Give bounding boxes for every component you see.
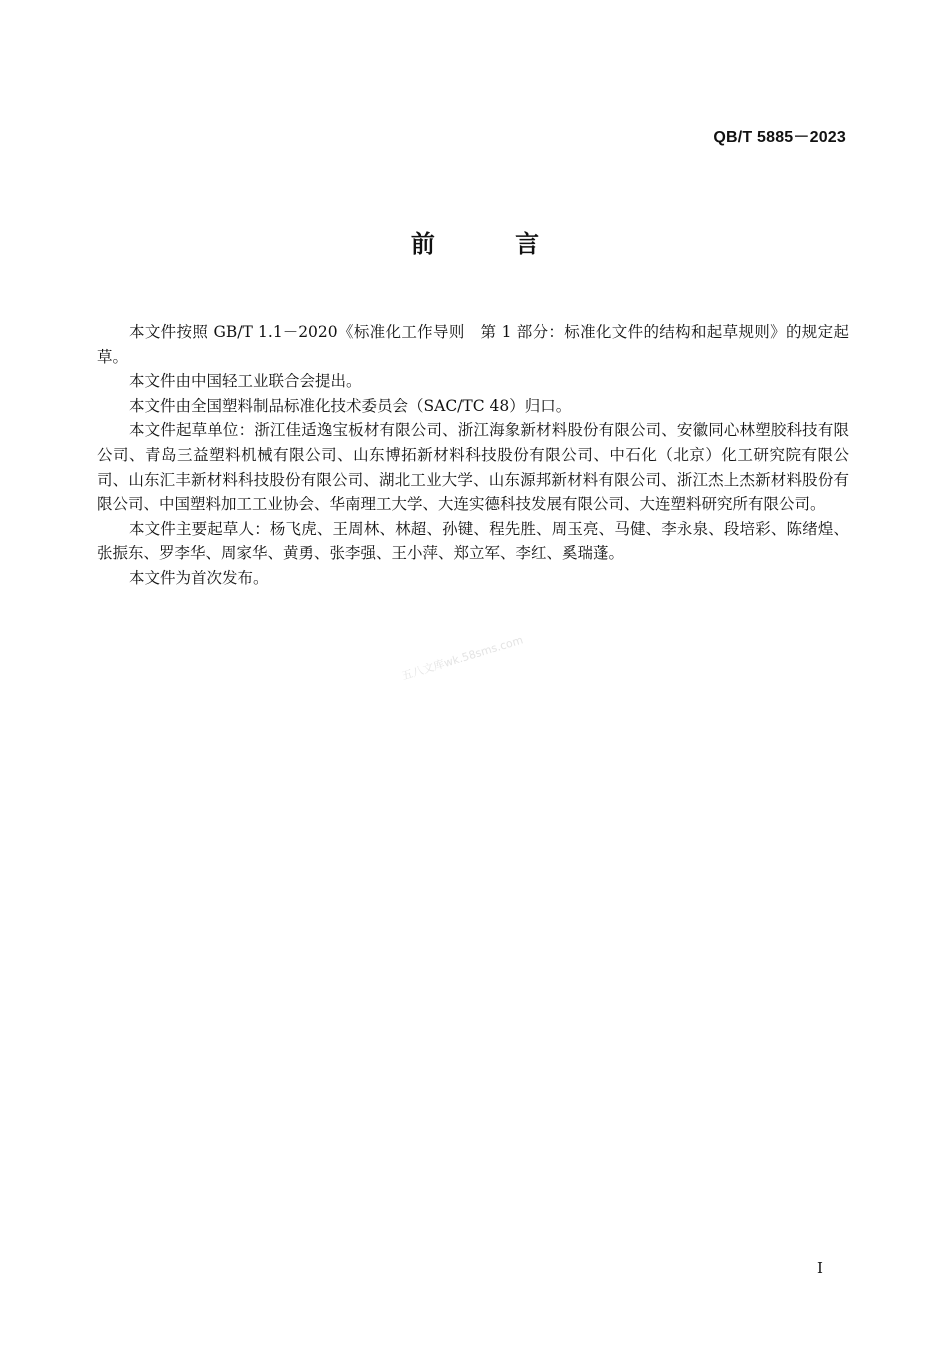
paragraph-proposer: 本文件由中国轻工业联合会提出。 (129, 372, 362, 391)
paragraph-first-release: 本文件为首次发布。 (129, 568, 269, 587)
paragraph-drafting-units: 本文件起草单位：浙江佳适逸宝板材有限公司、浙江海象新材料股份有限公司、安徽同心林塑胶科技有限公司、青岛三益塑料机械有限公司、山东博拓新材料科技股份有限公司、中石化（北京）化工研究院有限公司、山东汇丰新材料科技股份有限公司、湖北工业大学、山东源邦新材料有限公司、浙江杰上杰新材料股份有限公司、中国塑料加工工业协会、华南理工大学、大连实德科技发展有限公司、大连塑料研究所有限公司。 (97, 421, 849, 514)
watermark-text: 五八文库wk.58sms.com (400, 633, 525, 683)
page-number: I (817, 1259, 823, 1277)
paragraph-committee: 本文件由全国塑料制品标准化技术委员会（SAC/TC 48）归口。 (129, 396, 572, 415)
paragraph-drafters: 本文件主要起草人：杨飞虎、王周林、林超、孙键、程先胜、周玉亮、马健、李永泉、段培彩、陈绪煌、张振东、罗李华、周家华、黄勇、张李强、王小萍、郑立军、李红、奚瑞蓬。 (97, 519, 849, 563)
paragraph-drafting-rules: 本文件按照 GB/T 1.1－2020《标准化工作导则 第 1 部分：标准化文件的结构和起草规则》的规定起草。 (97, 323, 849, 366)
page-title: 前 言 (410, 230, 576, 258)
foreword-body (97, 320, 849, 591)
standard-code: QB/T 5885－2023 (713, 129, 846, 146)
